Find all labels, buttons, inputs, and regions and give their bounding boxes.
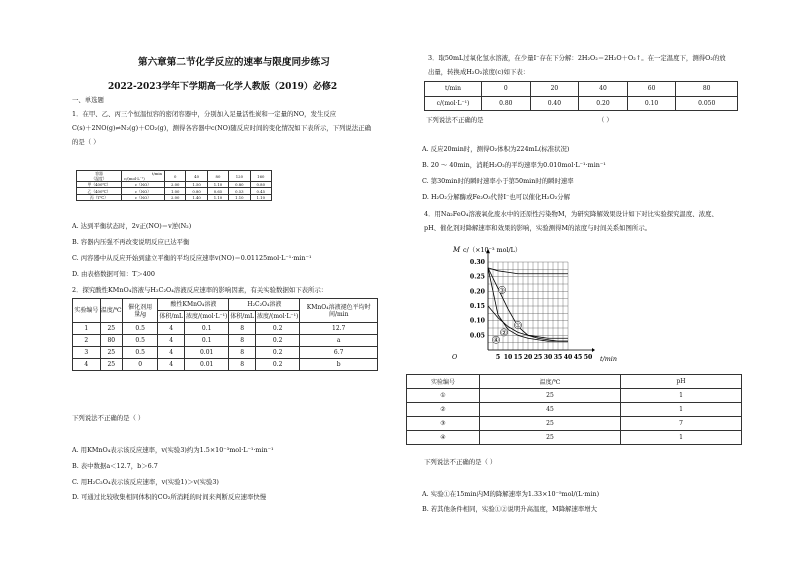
q2-option-c: C. 用H₂C₂O₄表示该反应速率，v(实验1)＞v(实验3) xyxy=(72,478,219,486)
series-label-3: ③ xyxy=(499,286,505,295)
table-row: ② 45 1 xyxy=(407,403,742,417)
x-tick-label: 50 xyxy=(583,354,593,361)
q3-option-b: B. 20 ～ 40min，消耗H₂O₂的平均速率为0.010mol·L⁻¹·min⁻¹ xyxy=(422,161,606,169)
q4-stem-line2: pH、催化剂对降解速率和效果的影响，实验测得M的浓度与时间关系如图所示。 xyxy=(424,224,652,232)
q1-option-c: C. 丙容器中从反应开始到建立平衡的平均反应速率v(NO)＝0.01125mol·L⁻¹·min⁻¹ xyxy=(72,254,312,262)
y-tick-label: 0.10 xyxy=(469,317,485,325)
table-row: ④ 25 1 xyxy=(407,431,742,445)
table-row: t/min 0 20 40 60 80 xyxy=(425,82,738,97)
table-row: c/(mol·L⁻¹) 0.80 0.40 0.20 0.10 0.050 xyxy=(425,96,738,111)
q2-option-a: A. 用KMnO₄表示该反应速率，v(实验3)约为1.5×10⁻³mol·L⁻¹·min⁻¹ xyxy=(72,446,274,454)
y-tick-label: 0.05 xyxy=(469,332,485,340)
table-row: 4 25 0 4 0.01 8 0.2 b xyxy=(73,359,378,371)
chart-y-label: c/（×10⁻³ mol/L） xyxy=(463,246,522,254)
chart-x-label: t/min xyxy=(600,355,617,363)
q1-option-a: A. 达到平衡状态时，2v正(NO)＝v逆(N₂) xyxy=(72,222,192,230)
q2-stem: 2．探究酸性KMnO₄溶液与H₂C₂O₄溶液反应速率的影响因素，有关实验数据如下表所示： xyxy=(72,286,328,294)
chart-y-prefix: M xyxy=(453,246,461,254)
x-tick-label: 10 xyxy=(503,354,513,361)
x-tick-label: 30 xyxy=(543,354,553,361)
q1-time-cell: 120 xyxy=(229,171,250,182)
q1-stem-line2: C(s)＋2NO(g)⇌N₂(g)＋CO₂(g)，测得各容器中c(NO)随反应时间的变化情况如下表所示，下列说法正确 xyxy=(72,124,371,132)
q1-head-container: 容器 （温度） xyxy=(77,171,122,182)
q3-option-c: C. 第30min时的瞬时速率小于第50min时的瞬时速率 xyxy=(422,177,574,185)
q2-option-d: D. 可通过比较收集相同体积的CO₂所消耗的时间来判断反应速率快慢 xyxy=(72,493,267,501)
q4-table xyxy=(406,374,742,445)
q1-head-axis: t/min c/(mol·L⁻¹) xyxy=(122,171,165,182)
x-tick-label: 20 xyxy=(523,354,533,361)
q1-table xyxy=(76,170,272,201)
q1-option-d: D. 由表格数据可知：T＞400 xyxy=(72,270,155,278)
x-tick-label: 40 xyxy=(563,354,573,361)
q4-prompt: 下列说法不正确的是（ ） xyxy=(424,458,497,466)
y-tick-label: 0.25 xyxy=(469,273,485,281)
table-row: 1 25 0.5 4 0.1 8 0.2 12.7 xyxy=(73,323,378,335)
y-tick-label: 0.15 xyxy=(469,303,485,310)
x-tick-label: 35 xyxy=(553,354,563,361)
q3-prompt: 下列说法不正确的是 xyxy=(426,116,484,124)
table-row: 乙（400℃） c（NO） 1.00 0.80 0.65 0.53 0.45 xyxy=(77,188,272,194)
q2-option-b: B. 表中数据a＜12.7，b＞6.7 xyxy=(72,462,158,470)
page-subtitle: 2022-2023学年下学期高一化学人教版（2019）必修2 xyxy=(108,82,338,92)
concentration-time-chart xyxy=(448,238,628,370)
q1-time-cell: 160 xyxy=(250,171,271,182)
chart-grid xyxy=(470,249,595,361)
y-tick-label: 0.30 xyxy=(469,259,485,266)
q1-time-cell: 40 xyxy=(186,171,207,182)
q1-stem-line1: 1．在甲、乙、丙三个恒温恒容的密闭容器中，分别加入足量活性炭和一定量的NO，发生反应 xyxy=(72,110,337,118)
q4-option-b: B. 若其他条件相同，实验①②说明升高温度，M降解速率增大 xyxy=(422,505,598,513)
q1-time-cell: 80 xyxy=(207,171,228,182)
q3-option-d: D. H₂O₂分解酶或Fe₂O₃代替I⁻也可以催化H₂O₂分解 xyxy=(422,193,571,201)
x-tick-label: 5 xyxy=(495,354,501,361)
series-label-1: ① xyxy=(515,321,521,330)
table-row: ① 25 1 xyxy=(407,389,742,403)
q1-stem-line3: 的是（ ） xyxy=(72,138,100,146)
q1-option-b: B. 容器内压强不再改变说明反应已达平衡 xyxy=(72,238,190,246)
x-tick-label: 45 xyxy=(573,354,583,361)
q1-time-cell: 0 xyxy=(165,171,186,182)
q3-answer-paren: （ ） xyxy=(598,116,613,124)
x-tick-label: 25 xyxy=(533,354,543,361)
q3-table xyxy=(424,81,738,111)
y-tick-label: 0.20 xyxy=(469,288,485,296)
section-heading: 一、单选题 xyxy=(72,96,104,104)
table-row: 3 25 0.5 4 0.01 8 0.2 6.7 xyxy=(73,347,378,359)
q3-stem-line1: 3．取50mL过氧化氢水溶液，在少量I⁻存在下分解：2H₂O₂＝2H₂O＋O₂↑。在一定温度下，测得O₂的放 xyxy=(428,54,726,62)
table-row: 丙（T℃） c（NO） 2.00 1.40 1.10 1.10 1.10 xyxy=(77,194,272,200)
table-row: 甲（400℃） c（NO） 2.00 1.50 1.10 0.80 0.80 xyxy=(77,182,272,188)
q2-prompt: 下列说法不正确的是（ ） xyxy=(72,414,145,422)
x-axis-arrow-icon xyxy=(592,348,595,352)
table-row: 实验编号 温度/℃ pH xyxy=(407,375,742,389)
q2-table: 实验编号 温度/℃ 催化剂用量/g 酸性KMnO₄溶液 H₂C₂O₄溶液 KMnO₄溶液褪色平均时间/min 体积/mL 浓度/(mol·L⁻¹) 体积/mL 浓度/(mol·L⁻¹) 1 25 0.5 4 0.1 8 0.2 12.7 2 80 0.5 4 0.1 8 0.2 a 3 25 0.5 4 0.01 8 0.2 6.7 4 25 0 4 0.01 8 0.2 b xyxy=(72,298,378,371)
q4-stem-line1: 4．用Na₂FeO₄溶液氧化废水中的还原性污染物M，为研究降解效果设计如下对比实验探究温度、浓度、 xyxy=(424,210,718,218)
series-label-4: ④ xyxy=(493,336,499,345)
x-tick-label: 15 xyxy=(513,354,523,361)
q3-option-a: A. 反应20min时，测得O₂体积为224mL(标准状况) xyxy=(422,145,570,153)
page-title: 第六章第二节化学反应的速率与限度同步练习 xyxy=(138,57,330,68)
table-row: ③ 25 7 xyxy=(407,417,742,431)
q4-option-a: A. 实验①在15min内M的降解速率为1.33×10⁻⁵mol/(L·min) xyxy=(422,490,600,498)
series-label-2: ② xyxy=(501,328,507,337)
q3-stem-line2: 出量，转换成H₂O₂浓度(c)如下表： xyxy=(428,68,530,76)
chart-origin-label: O xyxy=(452,353,458,361)
table-row: 2 80 0.5 4 0.1 8 0.2 a xyxy=(73,335,378,347)
